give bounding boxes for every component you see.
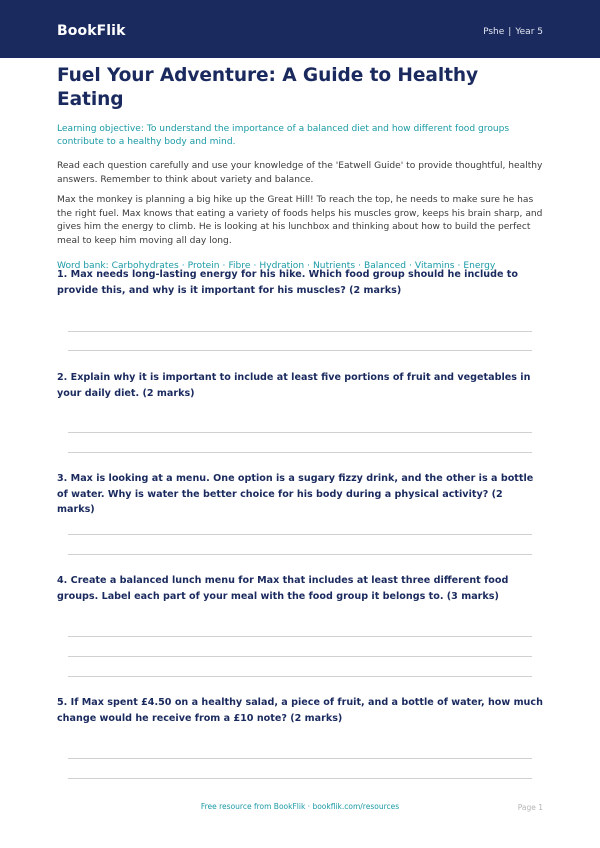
- answer-line[interactable]: [68, 350, 532, 351]
- footer-text: Free resource from BookFlik · bookflik.com/resources: [200, 802, 400, 811]
- word-bank-word: Energy: [463, 260, 496, 271]
- question-2: [57, 370, 543, 401]
- meta-separator: |: [508, 27, 512, 37]
- subject-year: [483, 27, 543, 37]
- word-bank-word: Hydration: [259, 260, 305, 271]
- learning-objective: Learning objective: To understand the importance of a balanced diet and how different food groups contribute to a healthy body and mind.: [57, 124, 510, 147]
- word-bank-word: Vitamins: [414, 260, 455, 271]
- answer-line[interactable]: [68, 432, 532, 433]
- word-bank-word: Carbohydrates: [111, 260, 179, 271]
- answer-line[interactable]: [68, 656, 532, 657]
- answer-line[interactable]: [68, 452, 532, 453]
- page-number: Page 1: [517, 803, 543, 812]
- word-bank-word: Balanced: [363, 260, 407, 271]
- question-text: 1. Max needs long-lasting energy for his hike. Which food group should he include to provide this, and why is it important for his muscles? (2 marks): [57, 269, 518, 296]
- answer-line[interactable]: [68, 534, 532, 535]
- answer-line[interactable]: [68, 554, 532, 555]
- answer-line[interactable]: [68, 778, 532, 779]
- intro-section: [57, 64, 543, 273]
- word-bank-label: Word bank:: [57, 260, 109, 271]
- question-5: [57, 695, 543, 726]
- year-label: Year 5: [515, 27, 543, 37]
- question-1: [57, 267, 543, 298]
- word-bank-word: Protein: [187, 260, 220, 271]
- question-3: [57, 471, 543, 518]
- word-bank: Word bank: Carbohydrates · Protein · Fibre · Hydration · Nutrients · Balanced · Vitamins · Energy: [57, 260, 496, 271]
- question-text: 5. If Max spent £4.50 on a healthy salad, a piece of fruit, and a bottle of water, how much change would he receive from a £10 note? (2 marks): [57, 697, 543, 724]
- question-text: 4. Create a balanced lunch menu for Max that includes at least three different food groups. Label each part of your meal with the food group it belongs to. (3 marks): [57, 575, 509, 602]
- answer-line[interactable]: [68, 758, 532, 759]
- question-text: 2. Explain why it is important to include at least five portions of fruit and vegetables in your daily diet. (2 marks): [57, 372, 531, 399]
- header-bar: [0, 0, 600, 58]
- answer-line[interactable]: [68, 331, 532, 332]
- instructions-text: Read each question carefully and use your knowledge of the 'Eatwell Guide' to provide thoughtful, healthy answers. Remember to think about variety and balance.: [57, 161, 543, 185]
- word-bank-word: Nutrients: [313, 260, 356, 271]
- answer-line[interactable]: [68, 676, 532, 677]
- page-title: Fuel Your Adventure: A Guide to Healthy Eating: [57, 65, 479, 110]
- subject-label: Pshe: [483, 27, 505, 37]
- question-text: 3. Max is looking at a menu. One option is a sugary fizzy drink, and the other is a bottle of water. Why is water the better choice for his body during a physical activity? (2 marks): [57, 473, 534, 515]
- brand-logo: BookFlik: [57, 23, 126, 39]
- question-4: [57, 573, 543, 604]
- story-text: Max the monkey is planning a big hike up the Great Hill! To reach the top, he needs to make sure he has the right fuel. Max knows that eating a variety of foods helps his muscles grow, keeps his brain sharp, and gives him the energy to climb. He is looking at his lunchbox and thinking about how to build the perfect meal to keep him moving all day long.: [57, 195, 543, 246]
- answer-line[interactable]: [68, 636, 532, 637]
- word-bank-word: Fibre: [228, 260, 251, 271]
